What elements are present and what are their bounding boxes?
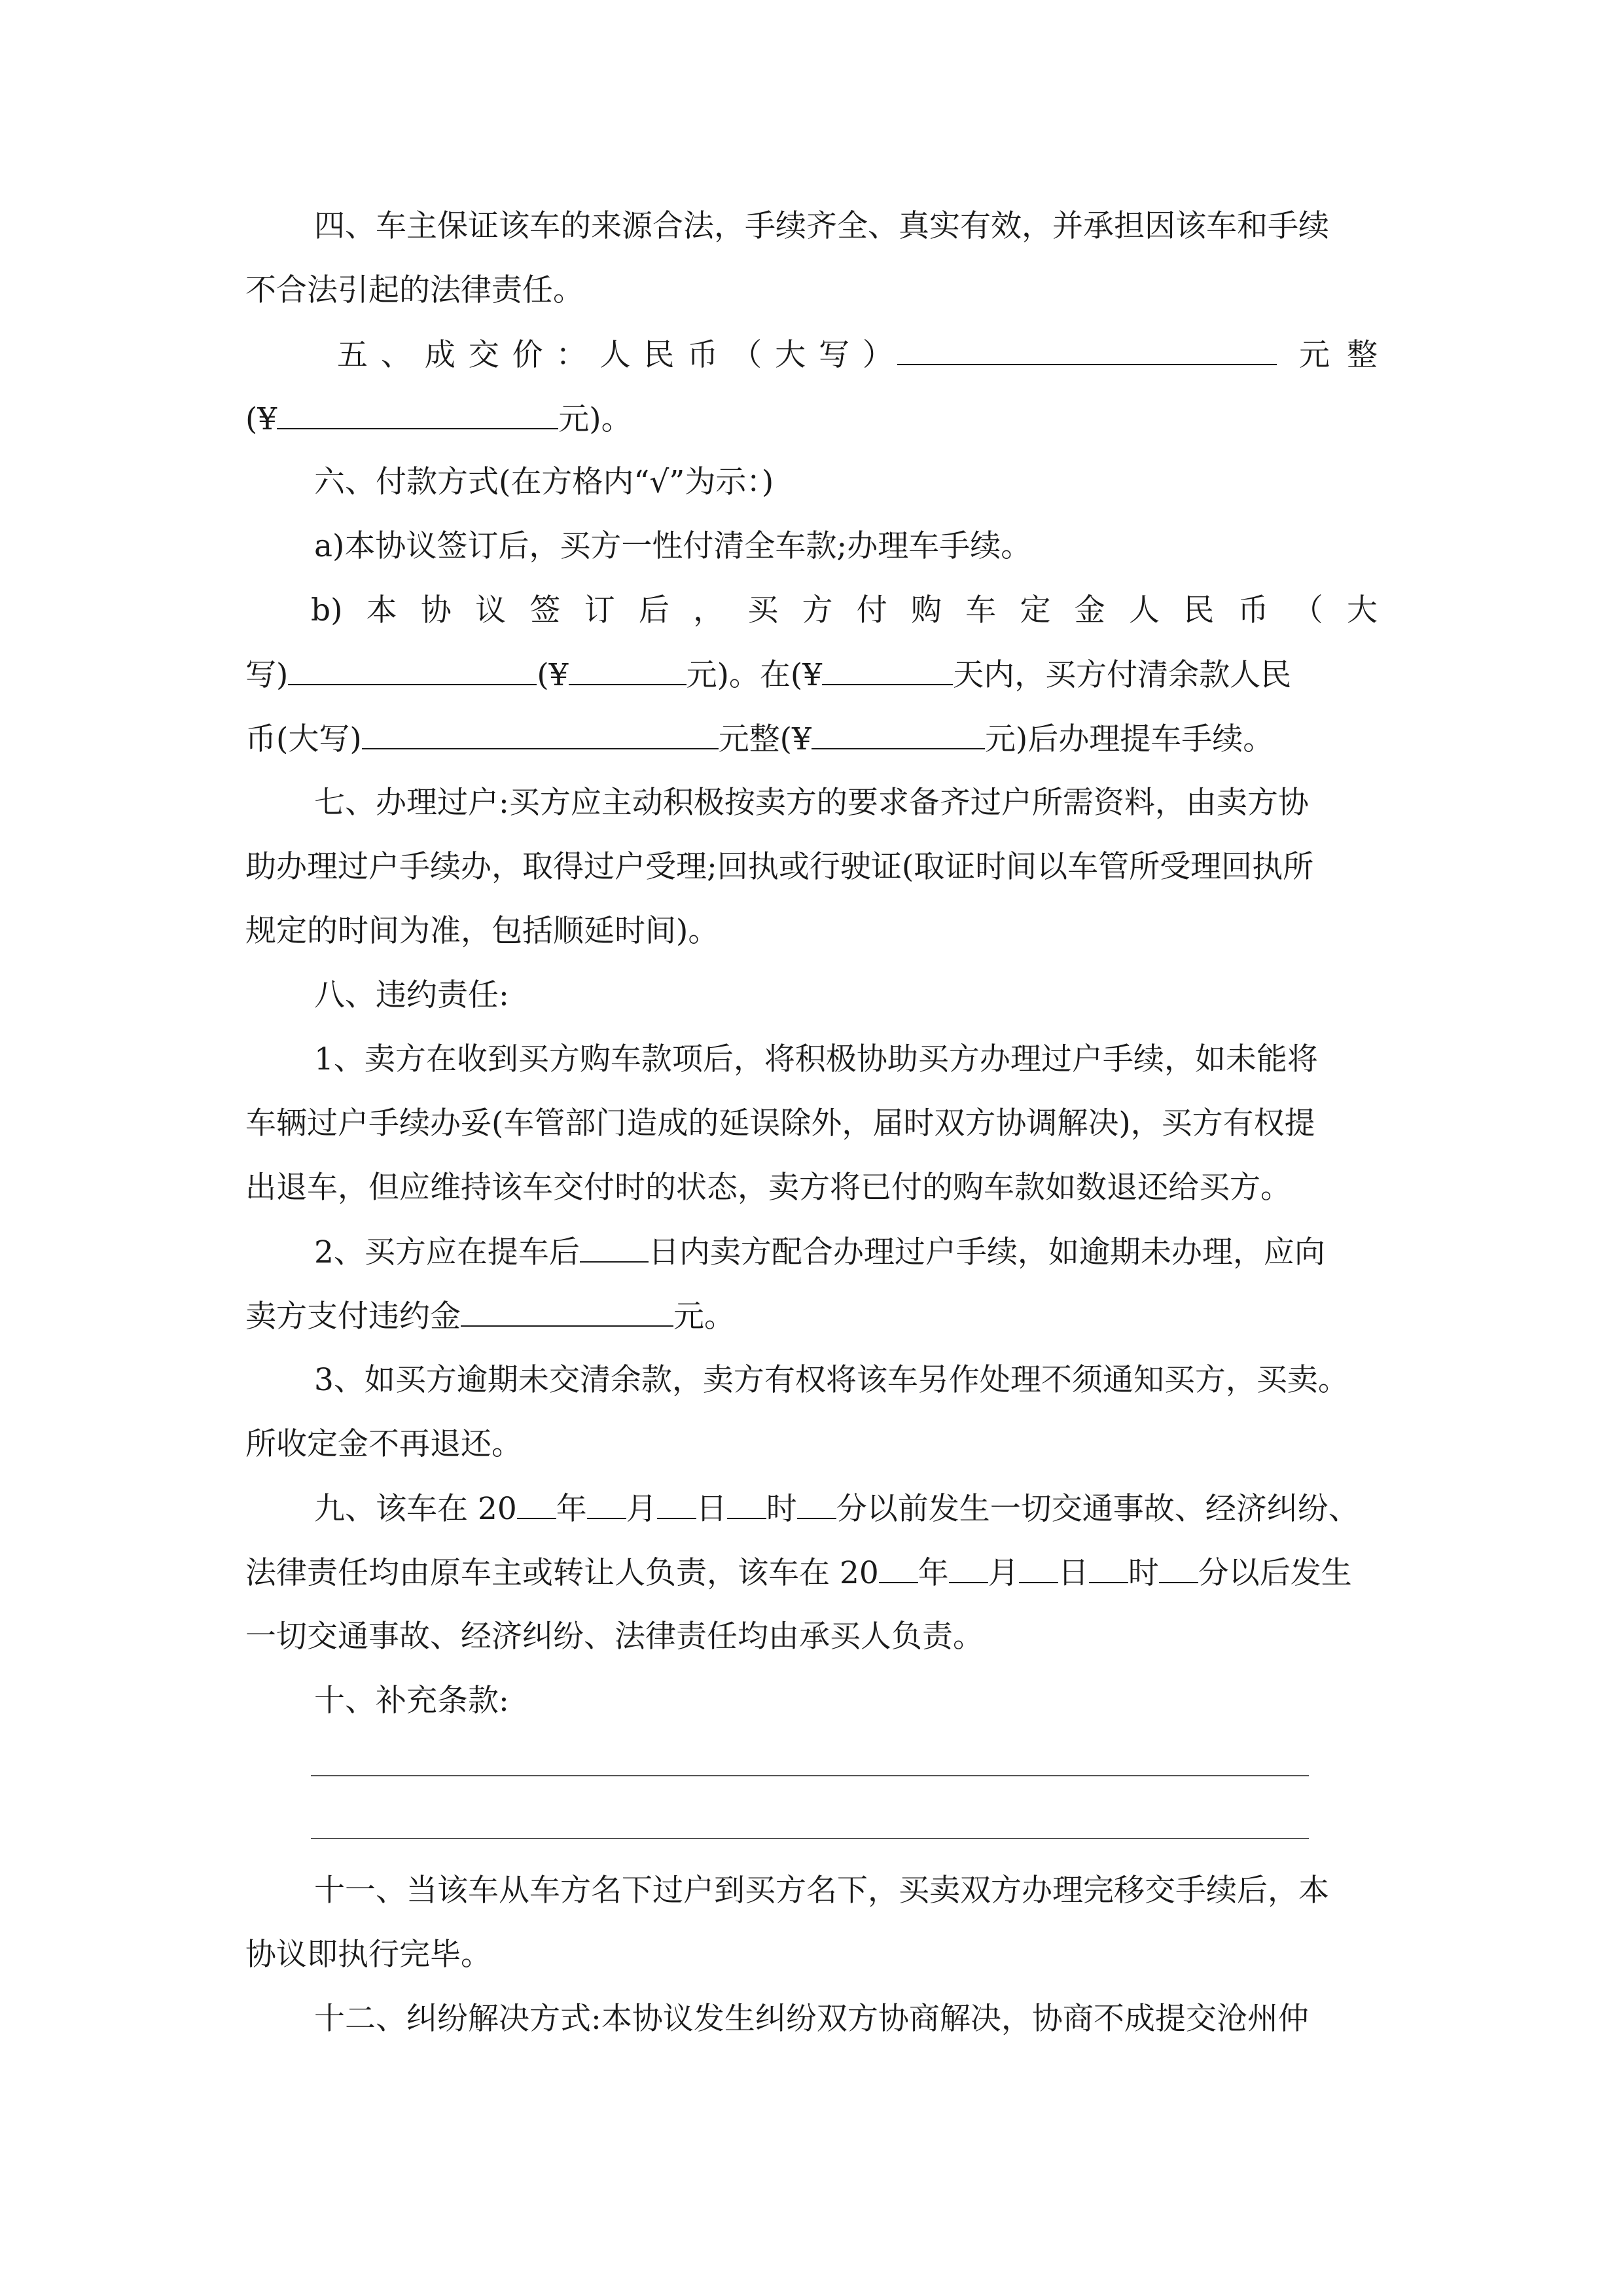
days-blank[interactable] [822, 659, 953, 685]
after-hour-blank[interactable] [1089, 1557, 1128, 1583]
clause-6-option-b-line-2: 写) (¥ 元)。在(¥ 天内，买方付清余款人民 [245, 657, 1292, 693]
transfer-days-blank[interactable] [580, 1236, 649, 1263]
clause-6-option-a: a)本协议签订后，买方一性付清全车款;办理车手续。 [314, 528, 1032, 564]
clause-8-item-1-line-2: 车辆过户手续办妥(车管部门造成的延误除外，届时双方协调解决)，买方有权提 [245, 1105, 1315, 1141]
clause-9-line-2: 法律责任均由原车主或转让人负责，该车在 20 年 月 日 时 分以后发生 [245, 1555, 1352, 1591]
clause-8-title: 八、违约责任: [314, 977, 509, 1013]
clause-8-item-3-line-2: 所收定金不再退还。 [245, 1426, 522, 1462]
price-capital-blank[interactable] [897, 339, 1277, 365]
after-minute-blank[interactable] [1159, 1557, 1198, 1583]
clause-8-item-2-line-2: 卖方支付违约金 元。 [245, 1299, 735, 1335]
supplementary-line-2[interactable] [311, 1838, 1309, 1839]
before-year-blank[interactable] [517, 1493, 556, 1519]
clause-5-line-1 [337, 337, 1378, 373]
after-month-blank[interactable] [949, 1557, 988, 1583]
before-hour-blank[interactable] [727, 1493, 766, 1519]
balance-capital-blank[interactable] [362, 723, 719, 749]
clause-7-line-1: 七、办理过户:买方应主动积极按卖方的要求备齐过户所需资料，由卖方协 [314, 785, 1309, 821]
deposit-number-blank[interactable] [569, 659, 687, 685]
clause-9-line-1: 九、该车在 20 年 月 日 时 分以前发生一切交通事故、经济纠纷、 [314, 1491, 1359, 1527]
before-month-blank[interactable] [587, 1493, 626, 1519]
clause-8-item-1-line-1: 1、卖方在收到买方购车款项后，将积极协助买方办理过户手续，如未能将 [314, 1041, 1318, 1077]
clause-6-option-b-line-1: b) 本 协 议 签 订 后 ， 买 方 付 购 车 定 金 人 民 币 （ 大 [311, 592, 1378, 628]
deposit-capital-blank[interactable] [288, 659, 537, 685]
penalty-amount-blank[interactable] [461, 1300, 673, 1327]
clause-8-item-1-line-3: 出退车，但应维持该车交付时的状态，卖方将已付的购车款如数退还给买方。 [245, 1170, 1291, 1206]
clause-7-line-2: 助办理过户手续办，取得过户受理;回执或行驶证(取证时间以车管所受理回执所 [245, 849, 1314, 885]
clause-6-option-b-line-3: 币(大写) 元整(¥ 元)后办理提车手续。 [245, 721, 1274, 757]
clause-9-line-3: 一切交通事故、经济纠纷、法律责任均由承买人负责。 [245, 1619, 984, 1655]
clause-4-line-2: 不合法引起的法律责任。 [245, 272, 584, 308]
clause-8-item-2-line-1: 2、买方应在提车后 日内卖方配合办理过户手续，如逾期未办理，应向 [314, 1234, 1325, 1270]
before-minute-blank[interactable] [797, 1493, 836, 1519]
clause-12-line-1: 十二、纠纷解决方式:本协议发生纠纷双方协商解决，协商不成提交沧州仲 [314, 2001, 1309, 2037]
clause-10-title: 十、补充条款: [314, 1683, 509, 1719]
clause-5-line-2: (¥ 元)。 [245, 401, 632, 437]
clause-11-line-2: 协议即执行完毕。 [245, 1937, 491, 1973]
clause-7-line-3: 规定的时间为准，包括顺延时间)。 [245, 913, 719, 949]
balance-number-blank[interactable] [812, 723, 985, 749]
clause-6-title: 六、付款方式(在方格内“√”为示：) [314, 464, 774, 500]
clause-8-item-3-line-1: 3、如买方逾期未交清余款，卖方有权将该车另作处理不须通知买方，买卖。 [314, 1362, 1349, 1398]
clause-5-yuan-zheng: 元 整 [1299, 337, 1378, 373]
clause-11-line-1: 十一、当该车从车方名下过户到买方名下，买卖双方办理完移交手续后，本 [314, 1873, 1329, 1909]
clause-4-line-1: 四、车主保证该车的来源合法，手续齐全、真实有效，并承担因该车和手续 [314, 208, 1329, 244]
after-day-blank[interactable] [1019, 1557, 1058, 1583]
supplementary-line-1[interactable] [311, 1775, 1309, 1776]
price-number-blank[interactable] [277, 403, 558, 429]
after-year-blank[interactable] [879, 1557, 918, 1583]
clause-5-label: 五 、 成 交 价 ： 人 民 币 （ 大 写 ） [337, 337, 893, 373]
before-day-blank[interactable] [657, 1493, 696, 1519]
